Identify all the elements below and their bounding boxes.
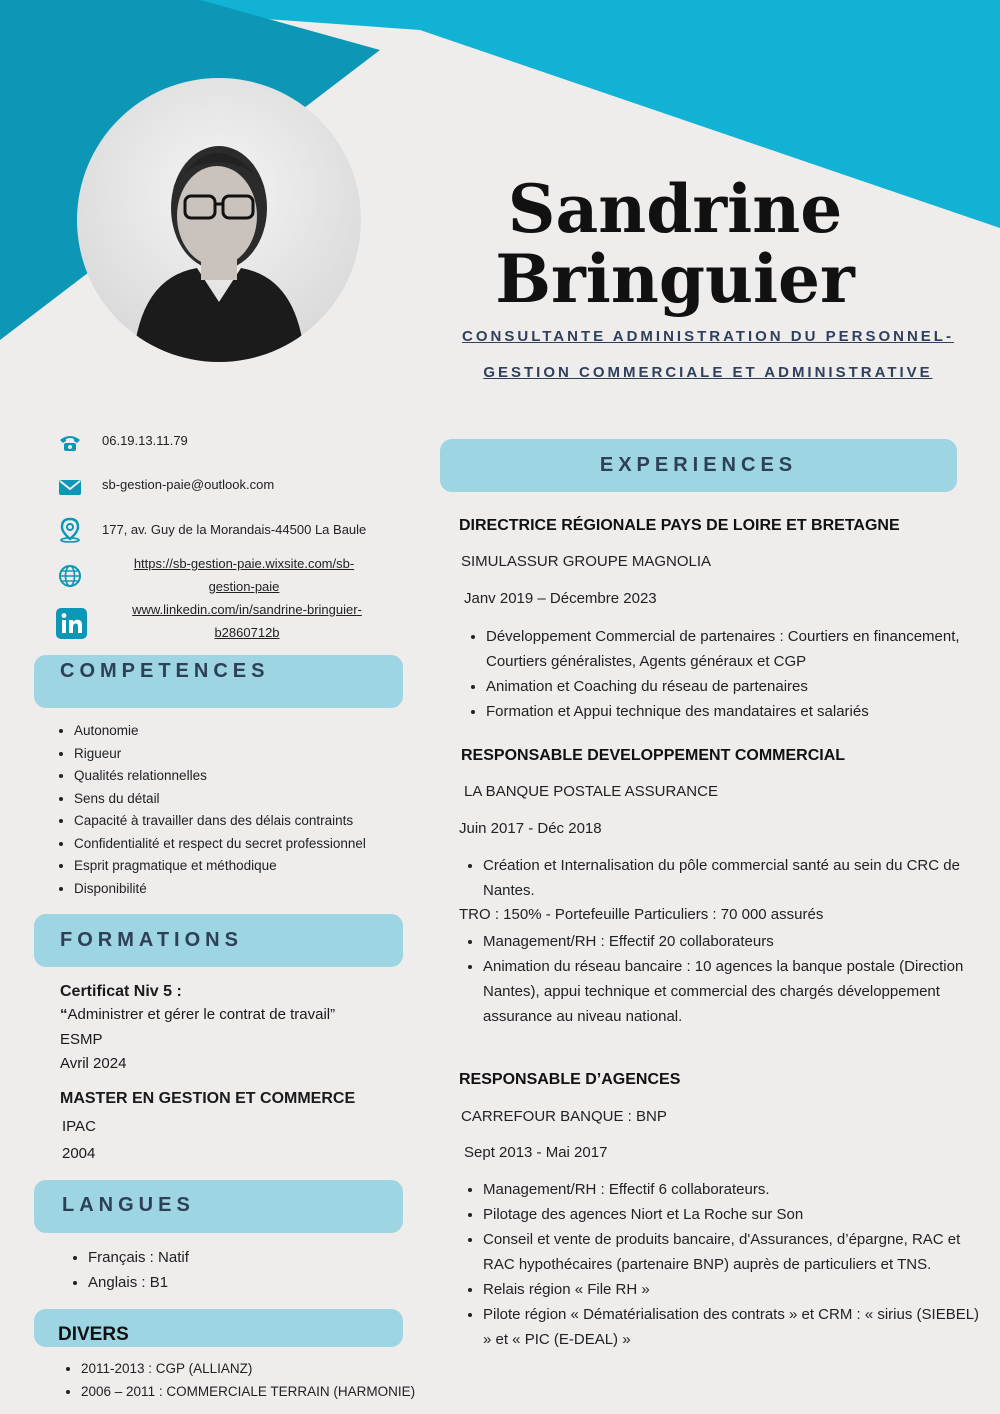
langues-list <box>68 1245 408 1295</box>
certificate-name <box>60 1006 335 1023</box>
master-school: IPAC <box>62 1118 96 1135</box>
job1-title: DIRECTRICE RÉGIONALE PAYS DE LOIRE ET BRETAGNE <box>459 517 900 534</box>
certificate-title: Certificat Niv 5 : <box>60 983 182 1000</box>
certificate-school: ESMP <box>60 1031 103 1048</box>
list-item: • Qualités relationnelles <box>74 765 434 788</box>
list-item: • Animation du réseau bancaire : 10 agences la banque postale (Direction Nantes), appui technique et commercial des chargés développement assurance au niveau national. <box>483 954 983 1029</box>
phone-icon <box>57 430 83 456</box>
master-year: 2004 <box>62 1145 96 1162</box>
list-item: • 2006 – 2011 : COMMERCIALE TERRAIN (HARMONIE) <box>81 1381 461 1404</box>
job3-bullets <box>463 1177 983 1352</box>
globe-icon <box>57 563 83 589</box>
website-link[interactable] <box>94 552 394 598</box>
location-pin-icon <box>57 517 83 543</box>
list-item: • Pilote région « Dématérialisation des contrats » et CRM : « sirius (SIEBEL) » et « PIC (E-DEAL) » <box>483 1302 983 1352</box>
list-item: • Sens du détail <box>74 788 434 811</box>
last-name: Bringuier <box>495 240 855 318</box>
person-avatar-icon <box>77 78 361 362</box>
job-subtitle-line2: GESTION COMMERCIALE ET ADMINISTRATIVE <box>483 364 933 381</box>
list-item: • Français : Natif <box>88 1245 408 1270</box>
job2-bullets-b <box>463 929 983 1029</box>
divers-list <box>61 1358 461 1403</box>
list-item: • Disponibilité <box>74 878 434 901</box>
job1-dates: Janv 2019 – Décembre 2023 <box>464 590 657 607</box>
list-item: • Formation et Appui technique des mandataires et salariés <box>486 699 976 724</box>
list-item: • Développement Commercial de partenaires : Courtiers en financement, Courtiers généralistes, Agents généraux et CGP <box>486 624 976 674</box>
list-item: • Animation et Coaching du réseau de partenaires <box>486 674 976 699</box>
certificate-quote-open: “ <box>60 1006 68 1023</box>
website-link-line1[interactable]: https://sb-gestion-paie.wixsite.com/sb- <box>133 556 355 571</box>
job2-bullets-a <box>463 853 983 903</box>
list-item: • Esprit pragmatique et méthodique <box>74 855 434 878</box>
competences-title: COMPETENCES <box>60 660 270 682</box>
linkedin-link-line1[interactable]: www.linkedin.com/in/sandrine-bringuier- <box>132 602 362 617</box>
website-link-line2[interactable]: gestion-paie <box>208 579 280 594</box>
langues-title: LANGUES <box>62 1194 195 1216</box>
competences-list <box>54 720 434 900</box>
job2-title: RESPONSABLE DEVELOPPEMENT COMMERCIAL <box>461 747 846 764</box>
job2-company: LA BANQUE POSTALE ASSURANCE <box>464 783 718 800</box>
formations-title: FORMATIONS <box>60 929 243 951</box>
profile-photo <box>77 78 361 362</box>
list-item: • Conseil et vente de produits bancaire, d'Assurances, d’épargne, RAC et RAC hypothécaires (partenaire BNP) auprès de particuliers et TNS. <box>483 1227 983 1277</box>
job1-company: SIMULASSUR GROUPE MAGNOLIA <box>461 553 712 570</box>
list-item: • Création et Internalisation du pôle commercial santé au sein du CRC de Nantes. <box>483 853 983 903</box>
job1-bullets <box>466 624 976 724</box>
list-item: • Confidentialité et respect du secret professionnel <box>74 833 434 856</box>
experiences-title: EXPERIENCES <box>599 454 798 476</box>
master-title: MASTER EN GESTION ET COMMERCE <box>60 1090 356 1107</box>
list-item: • Management/RH : Effectif 20 collaborateurs <box>483 929 983 954</box>
list-item: • Anglais : B1 <box>88 1270 408 1295</box>
certificate-date: Avril 2024 <box>60 1055 127 1072</box>
phone-number: 06.19.13.11.79 <box>102 433 188 448</box>
linkedin-link[interactable] <box>97 598 397 644</box>
job2-tro: TRO : 150% - Portefeuille Particuliers : 70 000 assurés <box>459 906 824 923</box>
job2-dates: Juin 2017 - Déc 2018 <box>459 820 602 837</box>
job3-dates: Sept 2013 - Mai 2017 <box>464 1144 608 1161</box>
linkedin-icon[interactable] <box>56 608 87 639</box>
job3-title: RESPONSABLE D’AGENCES <box>459 1071 681 1088</box>
email-address[interactable]: sb-gestion-paie@outlook.com <box>102 477 275 492</box>
job3-company: CARREFOUR BANQUE : BNP <box>461 1108 667 1125</box>
list-item: • Relais région « File RH » <box>483 1277 983 1302</box>
divers-title: DIVERS <box>58 1324 129 1345</box>
list-item: • Pilotage des agences Niort et La Roche sur Son <box>483 1202 983 1227</box>
list-item: • Management/RH : Effectif 6 collaborateurs. <box>483 1177 983 1202</box>
list-item: • 2011-2013 : CGP (ALLIANZ) <box>81 1358 461 1381</box>
postal-address: 177, av. Guy de la Morandais-44500 La Baule <box>102 522 367 537</box>
certificate-name-text: Administrer et gérer le contrat de travail” <box>67 1006 336 1023</box>
job-subtitle-line1: CONSULTANTE ADMINISTRATION DU PERSONNEL- <box>462 328 954 345</box>
list-item: • Capacité à travailler dans des délais contraints <box>74 810 434 833</box>
email-icon <box>57 474 83 500</box>
list-item: • Autonomie <box>74 720 434 743</box>
list-item: • Rigueur <box>74 743 434 766</box>
linkedin-link-line2[interactable]: b2860712b <box>214 625 280 640</box>
first-name: Sandrine <box>507 170 843 248</box>
